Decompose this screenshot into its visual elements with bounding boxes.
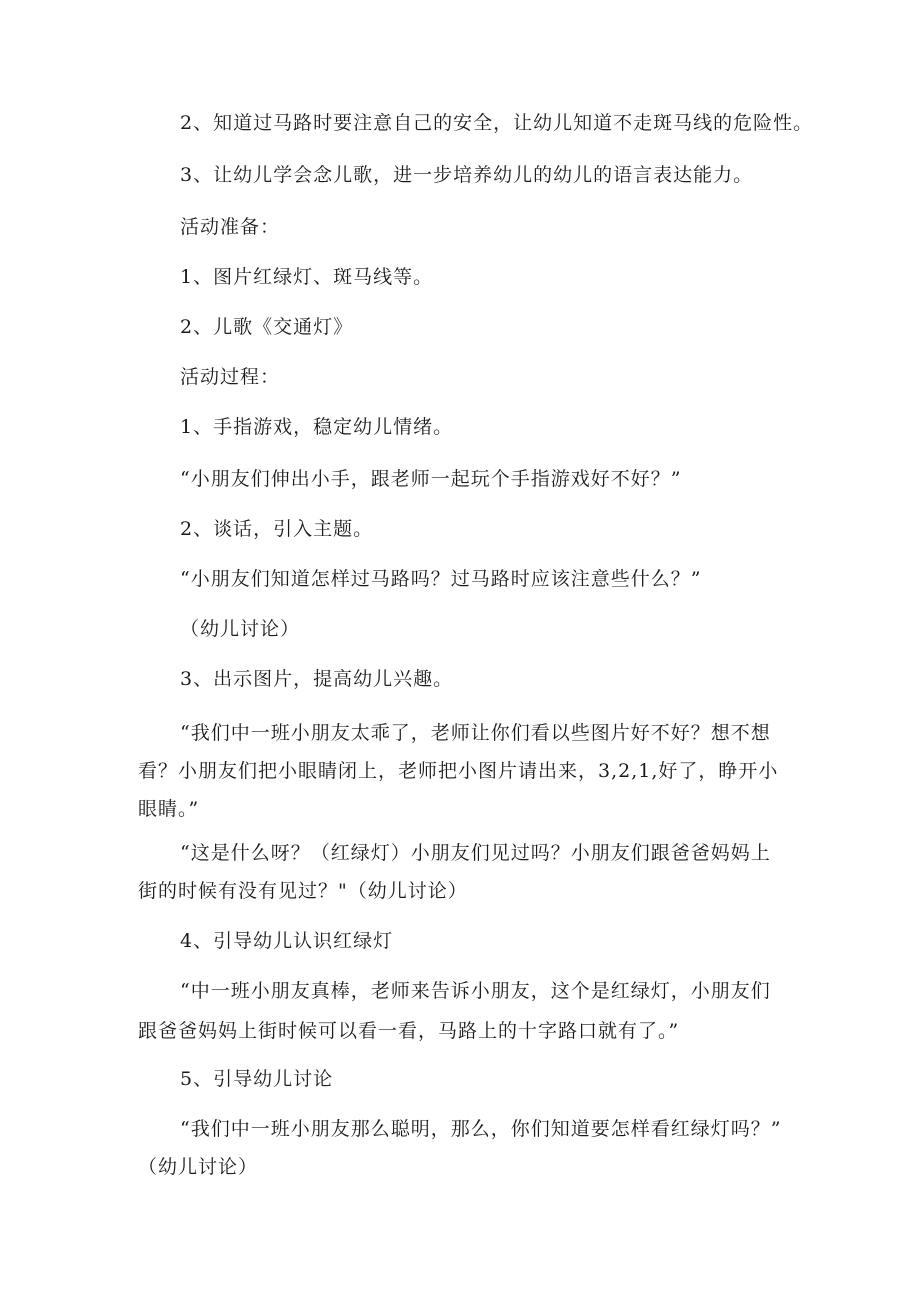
text-line: 3、出示图片，提高幼儿兴趣。	[180, 668, 454, 690]
section-heading: 活动过程：	[180, 366, 281, 388]
text-line: “我们中一班小朋友那么聪明，那么，你们知道要怎样看红绿灯吗？”	[180, 1118, 782, 1140]
text-line: 眼睛。”	[138, 798, 200, 820]
text-line: “小朋友们伸出小手，跟老师一起玩个手指游戏好不好？”	[180, 468, 682, 490]
text-line: （幼儿讨论）	[138, 1156, 259, 1178]
text-line: 1、图片红绿灯、斑马线等。	[180, 266, 434, 288]
text-line: 街的时候有没有见过？"（幼儿讨论）	[138, 880, 468, 902]
text-line: 5、引导幼儿讨论	[180, 1068, 334, 1090]
text-line: 3、让幼儿学会念儿歌，进一步培养幼儿的幼儿的语言表达能力。	[180, 164, 754, 186]
section-heading: 活动准备：	[180, 216, 281, 238]
text-line: 2、儿歌《交通灯》	[180, 316, 354, 338]
text-line: （幼儿讨论）	[180, 618, 301, 640]
text-line: “中一班小朋友真棒，老师来告诉小朋友，这个是红绿灯，小朋友们	[180, 980, 771, 1002]
text-line: “小朋友们知道怎样过马路吗？过马路时应该注意些什么？”	[180, 568, 702, 590]
text-line: 2、谈话，引入主题。	[180, 518, 374, 540]
text-line: 2、知道过马路时要注意自己的安全，让幼儿知道不走斑马线的危险性。	[180, 112, 814, 134]
text-line: “这是什么呀？（红绿灯）小朋友们见过吗？小朋友们跟爸爸妈妈上	[180, 842, 771, 864]
text-line: 看？小朋友们把小眼睛闭上，老师把小图片请出来，3,2,1,好了，睁开小	[138, 760, 779, 782]
text-line: 跟爸爸妈妈上街时候可以看一看，马路上的十字路口就有了。”	[138, 1020, 680, 1042]
text-line: 4、引导幼儿认识红绿灯	[180, 930, 394, 952]
text-line: 1、手指游戏，稳定幼儿情绪。	[180, 416, 454, 438]
text-line: “我们中一班小朋友太乖了，老师让你们看以些图片好不好？想不想	[180, 722, 771, 744]
